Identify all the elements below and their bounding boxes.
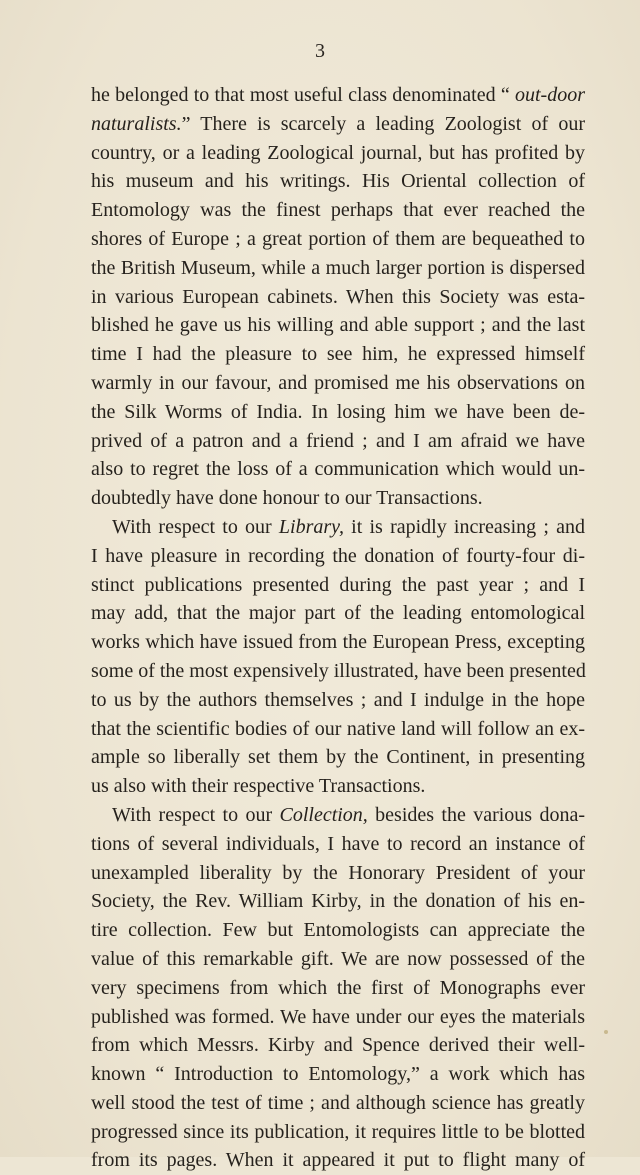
text-line	[91, 715, 585, 744]
text-segment: prived of a patron and a friend ; and I am afraid we have	[91, 429, 585, 452]
text-line	[91, 110, 585, 139]
text-line	[91, 1089, 585, 1118]
paper-speck	[604, 1030, 608, 1034]
text-line	[91, 81, 585, 110]
text-segment: us also with their respective Transactions.	[91, 775, 426, 798]
text-segment: to us by the authors themselves ; and I indulge in the hope	[91, 688, 585, 711]
text-segment: published was formed. We have under our eyes the materials	[91, 1005, 585, 1028]
text-segment: his museum and his writings. His Oriental collection of	[91, 170, 585, 193]
text-segment: in various European cabinets. When this Society was esta-	[91, 285, 585, 308]
text-segment: With respect to our	[112, 515, 279, 538]
text-line	[91, 283, 585, 312]
text-segment: known “ Introduction to Entomology,” a work which has	[91, 1063, 585, 1086]
text-segment: With respect to our	[112, 803, 280, 826]
text-line	[91, 887, 585, 916]
text-segment: Society, the Rev. William Kirby, in the donation of his en-	[91, 890, 585, 913]
text-line	[91, 513, 585, 542]
text-line	[91, 743, 585, 772]
text-segment: blished he gave us his willing and able support ; and the last	[91, 314, 585, 337]
text-line	[91, 859, 585, 888]
text-segment: value of this remarkable gift. We are now possessed of the	[91, 947, 585, 970]
text-segment: stinct publications presented during the past year ; and I	[91, 573, 585, 596]
text-line	[91, 916, 585, 945]
text-line	[91, 455, 585, 484]
text-line	[91, 1003, 585, 1032]
text-segment: doubtedly have done honour to our Transactions.	[91, 487, 483, 510]
text-line	[91, 686, 585, 715]
text-line	[91, 1118, 585, 1147]
text-segment: time I had the pleasure to see him, he expressed himself	[91, 343, 585, 366]
text-segment: progressed since its publication, it requires little to be blotted	[91, 1120, 585, 1143]
text-line	[91, 369, 585, 398]
text-segment: he belonged to that most useful class denominated “	[91, 84, 515, 106]
text-segment: the Silk Worms of India. In losing him we have been de-	[91, 400, 585, 423]
text-line	[91, 167, 585, 196]
text-line	[91, 484, 585, 513]
page-number: 3	[315, 40, 325, 62]
text-line	[91, 945, 585, 974]
text-segment: from its pages. When it appeared it put to flight many of	[91, 1149, 585, 1172]
text-segment: very specimens from which the first of Monographs ever	[91, 976, 585, 999]
text-line	[91, 830, 585, 859]
text-line	[91, 657, 585, 686]
body-text	[91, 81, 585, 1175]
text-segment: ” There is scarcely a leading Zoologist of our	[181, 112, 585, 135]
text-line	[91, 139, 585, 168]
italic-text: Library,	[278, 515, 344, 538]
text-segment: well stood the test of time ; and although science has greatly	[91, 1091, 585, 1114]
text-line	[91, 225, 585, 254]
text-segment: unexampled liberality by the Honorary President of your	[91, 861, 585, 884]
text-segment: tions of several individuals, I have to record an instance of	[91, 832, 585, 855]
text-segment: also to regret the loss of a communication which would un-	[91, 458, 585, 481]
text-line	[91, 772, 585, 801]
text-line	[91, 311, 585, 340]
text-segment: ample so liberally set them by the Continent, in presenting	[91, 746, 585, 769]
text-segment: besides the various dona-	[367, 803, 585, 826]
text-segment: some of the most expensively illustrated, have been presented	[91, 659, 586, 682]
text-line	[91, 254, 585, 283]
text-segment: country, or a leading Zoological journal, but has profited by	[91, 141, 585, 164]
text-segment: tire collection. Few but Entomologists can appreciate the	[91, 919, 585, 942]
text-line	[91, 1031, 585, 1060]
text-line	[91, 1060, 585, 1089]
text-line	[91, 571, 585, 600]
text-line	[91, 340, 585, 369]
text-segment: shores of Europe ; a great portion of them are bequeathed to	[91, 227, 585, 250]
italic-text: naturalists.	[91, 112, 182, 135]
italic-text: out-door	[515, 84, 585, 106]
text-line	[91, 398, 585, 427]
italic-text: Collection,	[279, 803, 368, 826]
text-line	[91, 628, 585, 657]
text-segment: that the scientific bodies of our native land will follow an ex-	[91, 717, 585, 740]
text-line	[91, 542, 585, 571]
text-line	[91, 1146, 585, 1175]
text-line	[91, 801, 585, 830]
text-segment: from which Messrs. Kirby and Spence derived their well-	[91, 1034, 585, 1057]
text-line	[91, 427, 585, 456]
text-segment: I have pleasure in recording the donation of fourty-four di-	[91, 544, 585, 567]
text-segment: may add, that the major part of the leading entomological	[91, 602, 585, 625]
text-segment: Entomology was the finest perhaps that ever reached the	[91, 199, 585, 222]
text-line	[91, 196, 585, 225]
text-segment: the British Museum, while a much larger portion is dispersed	[91, 256, 585, 279]
text-line	[91, 599, 585, 628]
text-line	[91, 974, 585, 1003]
text-segment: warmly in our favour, and promised me his observations on	[91, 371, 585, 394]
text-segment: works which have issued from the European Press, excepting	[91, 631, 585, 654]
text-segment: it is rapidly increasing ; and	[343, 515, 585, 538]
